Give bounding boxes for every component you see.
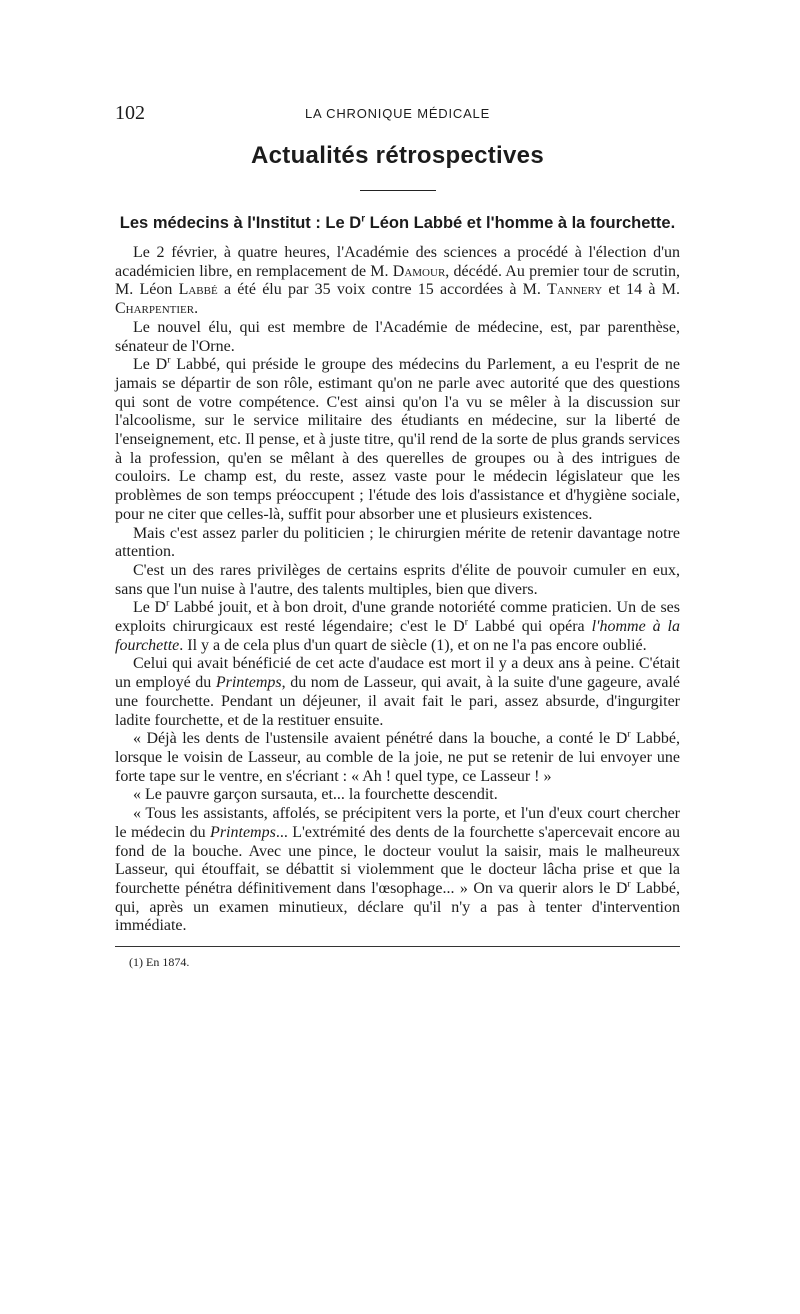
page bbox=[115, 100, 680, 970]
paragraph-1: Le 2 février, à quatre heures, l'Académie des sciences a procédé à l'élection d'un académicien libre, en remplacement de M. Damour, décédé. Au premier tour de scrutin, M. Léon Labbé a été élu par 35 voix contre 15 accordées à M. Tannery et 14 à M. Charpentier. bbox=[115, 244, 681, 318]
paragraph-6: Le $D^r$ Labbé jouit, et à bon droit, d'une grande notoriété comme praticien. Un de ses exploits chirurgicaux est resté légendaire; c'est le $D^r$ Labbé qui opéra l'homme à la fourchette. Il y a de cela plus d'un quart de siècle (1), et on ne l'a pas encore oublié. bbox=[115, 598, 680, 654]
paragraph-10: « Tous les assistants, affolés, se précipitent vers la porte, et l'un d'eux court chercher le médecin du Printemps... L'extrémité des dents de la fourchette s'apercevait encore au fond de la bouche. Avec une pince, le docteur voulut la saisir, mais le malheureux Lasseur, qui étouffait, se débattit si violemment que le docteur lâcha prise et que la fourchette pénétra définitivement dans l'œsophage... » On va querir alors le $D^r$ Labbé, qui, après un examen minutieux, déclare qu'il n'y a pas à tenter d'intervention immédiate. bbox=[115, 805, 680, 935]
footnote: (1) En 1874. bbox=[129, 955, 190, 970]
name-tannery: Tannery bbox=[547, 281, 603, 299]
article-body bbox=[115, 244, 680, 936]
paragraph-4: Mais c'est assez parler du politicien ; le chirurgien mérite de retenir davantage notre attention. bbox=[115, 524, 680, 561]
footnote-rule bbox=[115, 946, 680, 947]
paragraph-5: C'est un des rares privilèges de certains esprits d'élite de pouvoir cumuler en eux, sans que l'un nuise à l'autre, des talents multiples, bien que divers. bbox=[115, 561, 680, 598]
paragraph-2: Le nouvel élu, qui est membre de l'Académie de médecine, est, par parenthèse, sénateur de l'Orne. bbox=[115, 318, 680, 355]
italic-printemps: Printemps bbox=[215, 674, 282, 692]
italic-homme-fourchette: l'homme à la fourchette bbox=[115, 618, 680, 654]
paragraph-9: « Le pauvre garçon sursauta, et... la fourchette descendit. bbox=[133, 786, 498, 804]
journal-title: LA CHRONIQUE MÉDICALE bbox=[304, 106, 491, 121]
paragraph-8: « Déjà les dents de l'ustensile avaient pénétré dans la bouche, a conté le $D^r$ Labbé, lorsque le voisin de Lasseur, au comble de la joie, ne put se retenir de lui envoyer une forte tape sur le ventre, en s'écriant : « Ah ! quel type, ce Lasseur ! » bbox=[115, 728, 681, 785]
page-number: 102 bbox=[115, 102, 145, 124]
name-labbe: Labbé bbox=[178, 281, 218, 299]
paragraph-3: Le $D^r$ Labbé, qui préside le groupe des médecins du Parlement, a eu l'esprit de ne jamais se départir de son rôle, estimant qu'on ne parle avec autorité que des questions qui sont de votre compétence. C'est ainsi qu'on l'a vu se mêler à la discussion sur l'alcoolisme, sur le service militaire des étudiants en médecine, sur la liberté de l'enseignement, etc. Il pense, et à juste titre, qu'il rend de la sorte de plus grands services à la profession, qu'en se mêlant à des querelles de groupes ou à des intrigues de couloirs. Le champ est, du reste, assez vaste pour le médecin législateur que les problèmes de son temps préoccupent ; l'étude des lois d'assistance et d'hygiène sociale, pour ne citer que celles-là, suffit pour absorber une et plusieurs existences. bbox=[115, 354, 681, 523]
title-rule bbox=[360, 190, 436, 191]
section-title: Actualités rétrospectives bbox=[251, 142, 544, 169]
paragraph-7: Celui qui avait bénéficié de cet acte d'audace est mort il y a deux ans à peine. C'était un employé du Printemps, du nom de Lasseur, qui avait, à la suite d'une gageure, avalé une fourchette. Pendant un déjeuner, il avait fait le pari, assez absurde, d'ingurgiter ladite fourchette, et de la restituer ensuite. bbox=[115, 655, 681, 729]
name-charpentier: Charpentier bbox=[115, 300, 195, 318]
article-title: Les médecins à l'Institut : Le $D^r$ Léon Labbé et l'homme à la fourchette. bbox=[119, 213, 676, 232]
italic-printemps-2: Printemps bbox=[210, 823, 276, 841]
name-damour: Damour bbox=[392, 262, 446, 280]
running-head bbox=[115, 100, 680, 128]
